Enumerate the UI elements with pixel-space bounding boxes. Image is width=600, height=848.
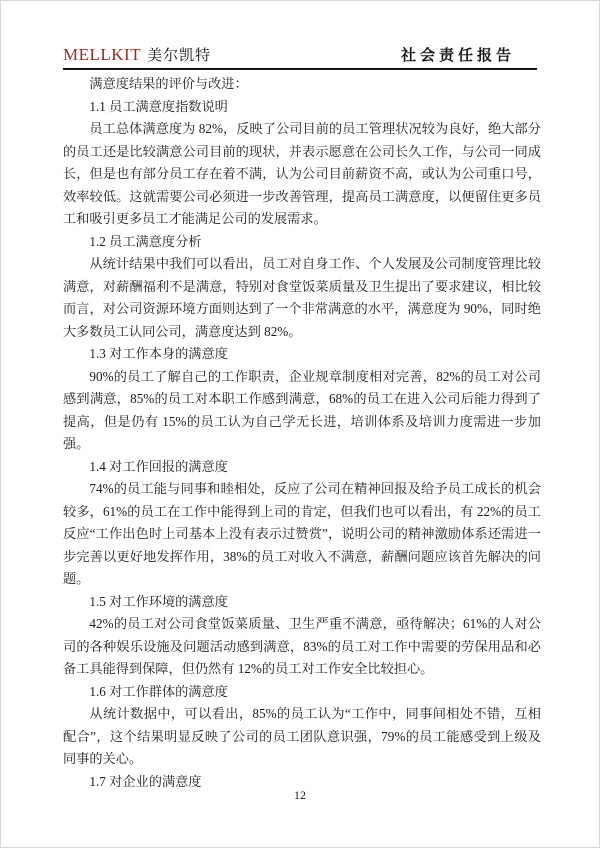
doc-heading-1-3: 1.3 对工作本身的满意度 [89,346,228,361]
doc-heading-1-2: 1.2 员工满意度分析 [89,233,202,249]
doc-heading-1-1: 1.1 员工满意度指数说明 [89,98,228,114]
doc-paragraph: 90%的员工了解自己的工作职责，企业规章制度相对完善，82%的员工对公司感到满意，85%的员工对本职工作感到满意，68%的员工在进入公司后能力得到了提高，但是仍有 15%的员工认为自己学无长进，培训体系及培训力度需进一步加强。 [63,368,541,451]
document-body [63,73,541,793]
company-logo-cn: 美尔凯特 [147,48,212,64]
doc-heading-1-6: 1.6 对工作群体的满意度 [89,683,228,699]
doc-paragraph: 74%的员工能与同事和睦相处，反应了公司在精神回报及给予员工成长的机会较多，61%的员工在工作中能得到上司的肯定，但我们也可以看出，有 22%的员工反应“工作出色时上司基本上没有表示过赞赏”，说明公司的精神激励体系还需进一步完善以更好地发挥作用，38%的员工对收入不满意，薪酬问题应该首先解决的问题。 [63,481,541,586]
doc-heading-1-5: 1.5 对工作环境的满意度 [89,593,228,609]
doc-heading-1-7: 1.7 对企业的满意度 [89,773,202,789]
doc-paragraph: 从统计数据中，可以看出，85%的员工认为“工作中，同事间相处不错，互相配合”，这个结果明显反映了公司的员工团队意识强，79%的员工能感受到上级及同事的关心。 [63,706,541,766]
doc-paragraph: 42%的员工对公司食堂饭菜质量、卫生严重不满意，亟待解决；61%的人对公司的各种娱乐设施及问题活动感到满意，83%的员工对工作中需要的劳保用品和必备工具能得到保障，但仍然有 12%的员工对工作安全比较担心。 [63,616,541,676]
doc-paragraph: 员工总体满意度为 82%，反映了公司目前的员工管理状况较为良好，绝大部分的员工还是比较满意公司目前的现状，并表示愿意在公司长久工作，与公司一同成长，但是也有部分员工存在着不满，认为公司目前薪资不高，或认为公司重口号，效率较低。这就需要公司必须进一步改善管理，提高员工满意度，以便留住更多员工和吸引更多员工才能满足公司的发展需求。 [63,121,541,226]
doc-paragraph: 从统计结果中我们可以看出，员工对自身工作、个人发展及公司制度管理比较满意，对薪酬福利不是满意，特别对食堂饭菜质量及卫生提出了要求建议，相比较而言，对公司资源环境方面则达到了一个非常满意的水平，满意度为 90%，同时绝大多数员工认同公司，满意度达到 82%。 [63,256,541,339]
doc-lead-line: 满意度结果的评价与改进： [89,76,248,91]
doc-heading-1-4: 1.4 对工作回报的满意度 [89,458,228,474]
page-header [63,41,537,70]
page-number: 12 [294,788,306,802]
company-logo-en: MELLKIT [63,45,142,64]
company-logo [63,44,211,65]
report-title: 社会责任报告 [400,48,515,64]
